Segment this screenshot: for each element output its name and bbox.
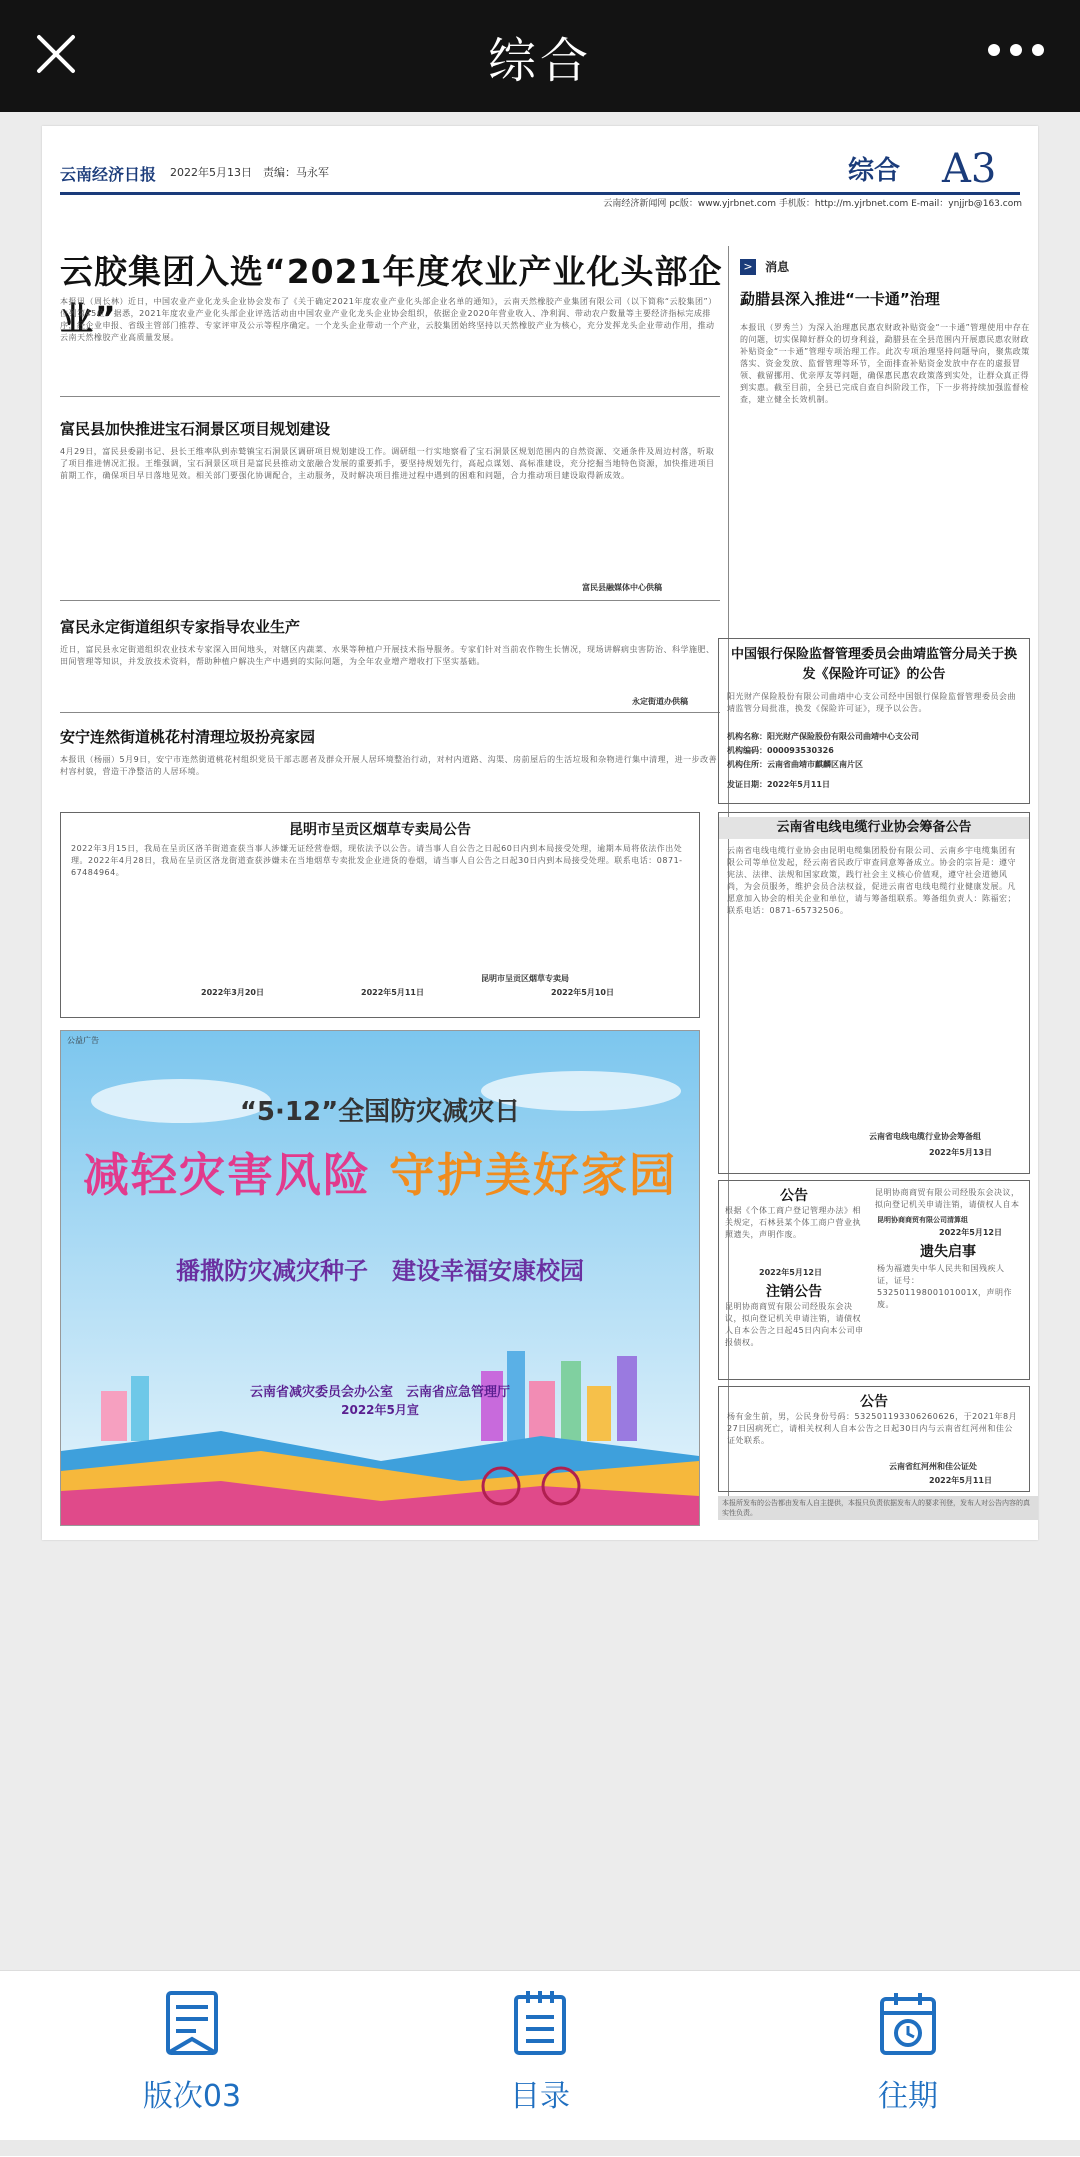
divider — [60, 712, 720, 713]
notice-text: 昆明协商商贸有限公司经股东会决议，拟向登记机关申请注销，请债权人自本公告之日起45日内向本公司申报债权。 — [725, 1302, 864, 1347]
url-line: 云南经济新闻网 pc版：www.yjrbnet.com 手机版：http://m.yjrbnet.com E-mail：ynjjrb@163.com — [603, 199, 1022, 209]
byline-yongding: 永定街道办供稿 — [632, 697, 688, 706]
nav-edition-label: 版次03 — [142, 2079, 242, 2114]
edition-icon — [160, 1989, 224, 2057]
article-title-mengla[interactable]: 勐腊县深入推进“一卡通”治理 — [740, 290, 940, 308]
nav-catalog[interactable] — [420, 1989, 660, 2115]
nav-past-label: 往期 — [878, 2079, 938, 2114]
bottom-nav — [0, 1970, 1080, 2157]
notice-date: 2022年5月10日 — [551, 988, 614, 997]
notice-title: 公告 — [860, 1394, 888, 1410]
poster-slogan-a: 减轻灾害风险 — [82, 1148, 371, 1202]
poster-top-line: “5·12”全国防灾减灾日 — [239, 1097, 521, 1127]
notices-small[interactable] — [718, 1180, 1030, 1380]
notice-addr: 机构住所：云南省曲靖市麒麟区南片区 — [727, 760, 863, 769]
masthead: 云南经济日报 — [60, 165, 157, 184]
notice-text: 杨有金生前，男，公民身份号码：532501193306260626，于2021年8月27日因病死亡，请相关权利人自本公告之日起30日内与云南省红河州和佳公证处联系。 — [727, 1412, 1018, 1445]
divider — [60, 600, 720, 601]
notice-kunming-tobacco[interactable] — [60, 812, 700, 1018]
notice-text: 根据《个体工商户登记管理办法》相关规定，石林县某个体工商户营业执照遗失，声明作废。 — [725, 1206, 861, 1239]
page-number: A3 — [942, 146, 997, 192]
notice-org: 机构名称：阳光财产保险股份有限公司曲靖中心支公司 — [727, 732, 919, 741]
notice-text: 阳光财产保险股份有限公司曲靖中心支公司经中国银行保险监督管理委员会曲靖监管分局批准，换发《保险许可证》，现予以公告。 — [727, 692, 1016, 713]
article-title-yongding[interactable]: 富民永定街道组织专家指导农业生产 — [60, 618, 301, 636]
article-text-fumin: 4月29日，富民县委副书记、县长王维率队到赤鹫镇宝石洞景区调研项目规划建设工作。调研组一行实地察看了宝石洞景区规划范围内的自然资源、交通条件及周边村落，听取了项目推进情况汇报。王维强调，宝石洞景区项目是富民县推动文旅融合发展的重要抓手，要坚持规划先行，高起点谋划、高标准建设，充分挖掘当地特色资源，加快推进项目前期工作，确保项目早日落地见效。相关部门要强化协调配合，主动服务，及时解决项目推进过程中遇到的困难和问题，合力推动项目建设取得新成效。 — [60, 447, 715, 480]
page-title: 综合 — [487, 33, 592, 89]
article-title-fumin[interactable]: 富民县加快推进宝石洞景区项目规划建设 — [60, 420, 331, 438]
main-headline[interactable]: 云胶集团入选“2021年度农业产业化头部企业” — [60, 252, 723, 338]
notice-text: 2022年3月15日，我局在呈贡区洛羊街道查获当事人涉嫌无证经营卷烟，现依法予以公告。请当事人自公告之日起60日内到本局接受处理，逾期本局将依法作出处理。2022年4月28日，我局在呈贡区洛龙街道查获涉嫌未在当地烟草专卖批发企业进货的卷烟，请当事人自公告之日起30日内到本局接受处理。联系电话：0871-67484964。 — [71, 844, 683, 877]
poster-label: 公益广告 — [67, 1036, 99, 1045]
notice-code: 机构编码：000093530326 — [727, 746, 834, 755]
nav-edition[interactable] — [72, 1989, 312, 2115]
newspaper-page[interactable] — [42, 126, 1038, 1540]
arrow-icon: > — [740, 259, 756, 275]
disaster-prevention-poster[interactable] — [60, 1030, 700, 1526]
notice-title: 注销公告 — [766, 1284, 822, 1300]
notice-title: 云南省电线电缆行业协会筹备公告 — [719, 817, 1029, 839]
notice-title: 中国银行保险监督管理委员会曲靖监管分局关于换发《保险许可证》的公告 — [730, 647, 1017, 682]
byline-fumin: 富民县融媒体中心供稿 — [582, 583, 662, 592]
section-name: 综合 — [848, 156, 901, 186]
poster-slogan-b: 守护美好家园 — [389, 1148, 677, 1202]
notice-date: 2022年5月11日 — [361, 988, 424, 997]
notice-signer: 昆明协商商贸有限公司清算组 — [877, 1216, 968, 1224]
lead-article-text: 本报讯（周长林）近日，中国农业产业化龙头企业协会发布了《关于确定2021年度农业产业化头部企业名单的通知》，云南天然橡胶产业集团有限公司（以下简称“云胶集团”）位列第45位。据悉，2021年度农业产业化头部企业评选活动由中国农业产业化龙头企业协会组织，依据企业2020年营业收入、净利润、带动农户数量等主要经济指标完成排序，经企业申报、省级主管部门推荐、专家评审及公示等程序确定。一个龙头企业带动一个产业，云胶集团始终坚持以天然橡胶产业为核心，充分发挥龙头企业带动作用，推动云南天然橡胶产业高质量发展。 — [60, 297, 717, 342]
notice-text: 杨为福遗失中华人民共和国残疾人证，证号：53250119800101001X，声明作废。 — [877, 1264, 1013, 1309]
poster-organizer: 云南省减灾委员会办公室 云南省应急管理厅 — [249, 1385, 510, 1400]
notice-date: 2022年5月12日 — [759, 1268, 822, 1277]
notice-date: 发证日期：2022年5月11日 — [727, 780, 830, 789]
masthead-rule — [60, 192, 1020, 195]
news-tag — [740, 256, 1030, 276]
more-icon[interactable] — [988, 40, 1048, 60]
notice-title: 遗失启事 — [920, 1244, 976, 1260]
notice-signer: 昆明市呈贡区烟草专卖局 — [481, 974, 569, 983]
notice-text: 昆明协商商贸有限公司经股东会决议，拟向登记机关申请注销，请债权人自本 — [875, 1188, 1020, 1209]
poster-slogan — [61, 1139, 699, 1205]
notice-signer: 云南省电线电缆行业协会筹备组 — [869, 1132, 981, 1141]
notice-signer: 云南省红河州和佳公证处 — [889, 1462, 977, 1471]
notice-title: 昆明市呈贡区烟草专卖局公告 — [289, 822, 471, 838]
notice-date: 2022年5月11日 — [929, 1476, 992, 1485]
article-text-mengla: 本报讯（罗秀兰）为深入治理惠民惠农财政补贴资金“一卡通”管理使用中存在的问题，切实保障好群众的切身利益，勐腊县在全县范围内开展惠民惠农财政补贴资金“一卡通”管理专项治理工作。此次专项治理坚持问题导向，聚焦政策落实、资金发放、监督管理等环节，全面排查补贴资金发放中存在的虚报冒领、截留挪用、优亲厚友等问题，确保惠民惠农政策落到实处，让群众真正得到实惠。截至目前，全县已完成自查自纠阶段工作，下一步将持续加强监督检查，建立健全长效机制。 — [740, 323, 1030, 404]
home-indicator-bar — [0, 2140, 1080, 2156]
article-text-yongding: 近日，富民县永定街道组织农业技术专家深入田间地头，对辖区内蔬菜、水果等种植户开展技术指导服务。专家们针对当前农作物生长情况，现场讲解病虫害防治、科学施肥、田间管理等知识，并发放技术资料，帮助种植户解决生产中遇到的实际问题，为全年农业增产增收打下坚实基础。 — [60, 645, 715, 666]
footnote: 本报所发布的公告都由发布人自主提供，本报只负责依据发布人的要求刊登，发布人对公告内容的真实性负责。 — [718, 1496, 1038, 1520]
top-bar — [0, 0, 1080, 112]
poster-date: 2022年5月宣 — [341, 1403, 419, 1417]
divider — [60, 396, 720, 397]
notice-text: 云南省电线电缆行业协会由昆明电缆集团股份有限公司、云南乡宇电缆集团有限公司等单位发起，经云南省民政厅审查同意筹备成立。协会的宗旨是：遵守宪法、法律、法规和国家政策，践行社会主义核心价值观，遵守社会道德风尚，为会员服务，维护会员合法权益，促进云南省电线电缆行业健康发展。凡愿意加入协会的相关企业和单位，请与筹备组联系。筹备组负责人：陈福宏；联系电话：0871-65732506。 — [727, 846, 1016, 915]
poster-subline: 播撒防灾减灾种子 建设幸福安康校园 — [176, 1257, 584, 1285]
history-calendar-icon — [876, 1989, 940, 2057]
news-label: 消息 — [765, 260, 790, 274]
notice-date: 2022年3月20日 — [201, 988, 264, 997]
notice-date: 2022年5月13日 — [929, 1148, 992, 1157]
notice-bottom[interactable] — [718, 1386, 1030, 1492]
nav-past[interactable] — [788, 1989, 1028, 2115]
notice-title: 公告 — [780, 1188, 808, 1204]
catalog-icon — [508, 1989, 572, 2057]
notice-cable-association[interactable] — [718, 812, 1030, 1174]
notice-bank-insurance[interactable] — [718, 638, 1030, 804]
article-text-anning: 本报讯（杨丽）5月9日，安宁市连然街道桃花村组织党员干部志愿者及群众开展人居环境整治行动，对村内道路、沟渠、房前屋后的生活垃圾和杂物进行集中清理，进一步改善村容村貌，营造干净整洁的人居环境。 — [60, 755, 718, 776]
date-line: 2022年5月13日 责编：马永军 — [170, 166, 329, 179]
nav-catalog-label: 目录 — [510, 2079, 570, 2114]
notice-date: 2022年5月12日 — [939, 1228, 1002, 1237]
article-title-anning[interactable]: 安宁连然街道桃花村清理垃圾扮亮家园 — [60, 728, 316, 746]
